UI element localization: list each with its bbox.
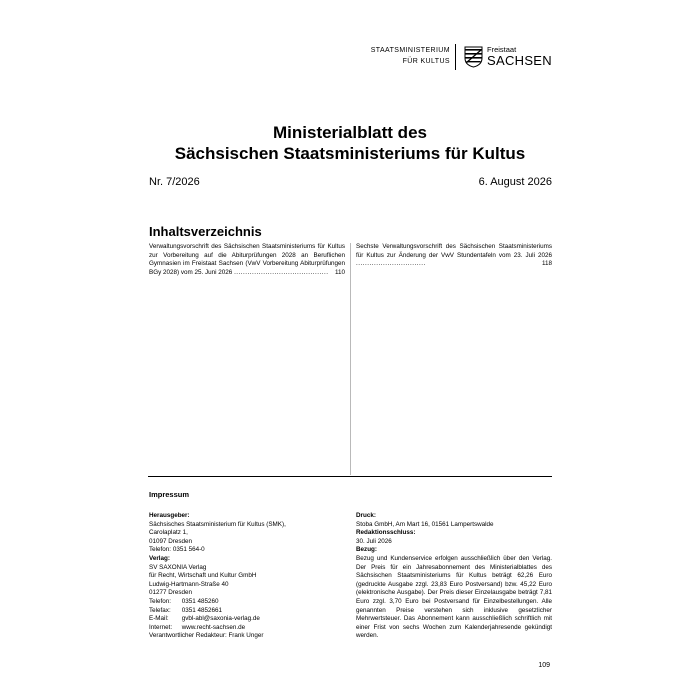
herausgeber-line: Sächsisches Staatsministerium für Kultus (SMK), xyxy=(149,520,286,528)
freistaat-label: Freistaat xyxy=(487,45,517,54)
telefax-label: Telefax: xyxy=(149,606,171,614)
ministry-name xyxy=(371,45,450,67)
impressum-left-column xyxy=(149,512,345,641)
telefon-label: Telefon: xyxy=(149,546,172,554)
telefax-value: 0351 4852661 xyxy=(181,606,223,614)
herausgeber-line: Carolaplatz 1, xyxy=(149,529,188,537)
impressum-right-column xyxy=(356,512,552,641)
internet-link[interactable]: www.recht-sachsen.de xyxy=(181,623,246,631)
internet-label: Internet: xyxy=(149,623,173,631)
telefon-label: Telefon: xyxy=(149,597,172,605)
bezug-text: Bezug und Kundenservice erfolgen ausschließlich über den Verlag. Der Preis für ein Jahresabonnement des Ministerialblattes des Sächsischen Staatsministeriums für Kultus beträgt 62,26 Euro (gedruckte Ausgabe zzgl. 23,83 Euro Postversand) bzw. 45,22 Euro (elektronische Ausgabe). Der Preis dieser Einzelausgabe beträgt 7,81 Euro zzgl. 3,70 Euro bei Postversand für Einzelbestellungen. Alle genannten Preise verstehen sich inklusive gesetzlicher Mehrwertsteuer. Das Abonnement kann ausschließlich schriftlich mit einer Frist von sechs Wochen zum Kalenderjahresende gekündigt werden. xyxy=(356,554,552,640)
herausgeber-label: Herausgeber: xyxy=(149,512,190,519)
toc-entry[interactable] xyxy=(356,243,552,269)
ministry-line1: STAATSMINISTERIUM xyxy=(370,47,450,54)
issue-number: Nr. 7/2026 xyxy=(149,176,200,188)
impressum-heading: Impressum xyxy=(149,490,190,499)
email-link[interactable]: gvbl-abl@saxonia-verlag.de xyxy=(181,615,260,623)
druck-label: Druck: xyxy=(356,512,376,519)
redaktionsschluss-label: Redaktionsschluss: xyxy=(356,529,416,537)
column-divider xyxy=(350,243,351,475)
telefon-value: 0351 485260 xyxy=(181,597,219,605)
toc-entry-page: 110 xyxy=(334,269,345,277)
toc-heading: Inhaltsverzeichnis xyxy=(149,224,262,239)
toc-leader: .......................................... xyxy=(234,269,329,277)
logo-divider xyxy=(455,44,456,70)
redaktionsschluss-value: 30. Juli 2026 xyxy=(356,537,392,545)
verlag-label: Verlag: xyxy=(149,554,170,562)
telefon-value: 0351 564-0 xyxy=(172,546,205,554)
saxony-coat-of-arms-icon xyxy=(464,46,483,68)
sachsen-label: SACHSEN xyxy=(487,53,552,68)
toc-entry[interactable] xyxy=(149,243,345,278)
herausgeber-line: 01097 Dresden xyxy=(149,537,193,545)
page-title-line1: Ministerialblatt des xyxy=(273,123,427,142)
toc-leader: ............................... xyxy=(356,260,426,268)
email-label: E-Mail: xyxy=(149,615,169,623)
page-title-line2: Sächsischen Staatsministeriums für Kultus xyxy=(174,144,526,163)
druck-value: Stoba GmbH, Am Mart 16, 01561 Lampertswalde xyxy=(356,520,494,528)
toc-entry-text: Verwaltungsvorschrift des Sächsischen Staatsministeriums für Kultus zur Vorbereitung auf die Abiturprüfungen 2028 an Beruflichen Gymnasien im Freistaat Sachsen (VwV Vorbereitung Abiturprüfungen BGy 2028) vom 25. Juni 2026 xyxy=(149,243,345,277)
toc-entry-page: 118 xyxy=(541,260,552,268)
impressum-divider xyxy=(148,476,552,477)
issue-date: 6. August 2026 xyxy=(478,176,552,188)
page-number: 109 xyxy=(538,662,550,669)
verlag-line: 01277 Dresden xyxy=(149,589,193,597)
toc-entry-text: Sechste Verwaltungsvorschrift des Sächsischen Staatsministeriums für Kultus zur Änderung der VwV Stundentafeln vom 23. Juli 2026 xyxy=(356,243,552,259)
verlag-line: für Recht, Wirtschaft und Kultur GmbH xyxy=(149,572,257,580)
redakteur-line: Verantwortlicher Redakteur: Frank Unger xyxy=(149,632,264,640)
bezug-label: Bezug: xyxy=(356,546,377,554)
verlag-line: Ludwig-Hartmann-Straße 40 xyxy=(149,580,229,588)
ministry-line2: FÜR KULTUS xyxy=(402,58,450,65)
verlag-line: SV SAXONIA Verlag xyxy=(149,563,207,571)
